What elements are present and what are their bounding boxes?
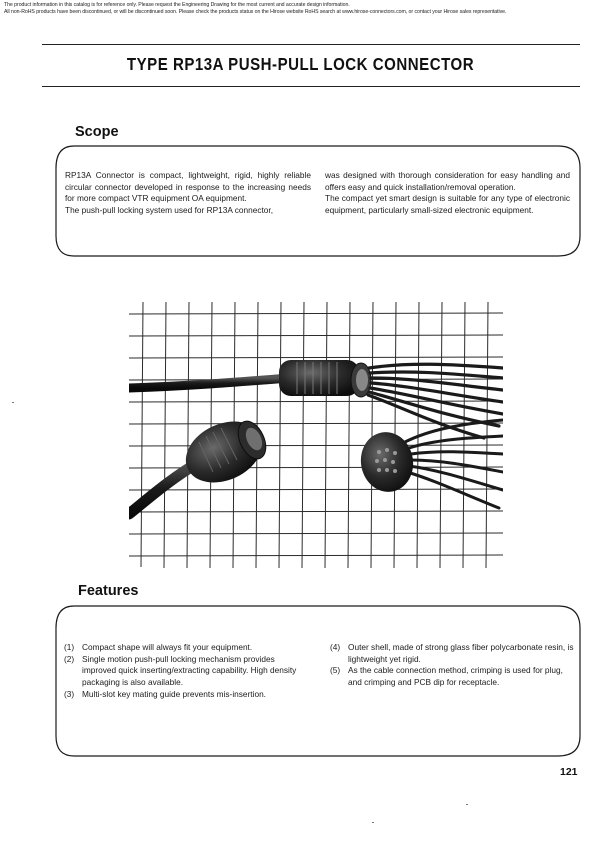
feature-number: (2)	[64, 653, 75, 664]
scope-heading: Scope	[75, 124, 119, 140]
scan-speck	[466, 804, 468, 805]
scope-right-paragraph-1: was designed with thorough consideration for easy handling and offers easy and quick installation/removal operation.	[325, 170, 570, 192]
scope-right-column	[325, 170, 570, 217]
feature-number: (1)	[64, 642, 75, 652]
feature-item	[64, 642, 309, 654]
scope-left-paragraph-1: RP13A Connector is compact, lightweight, rigid, highly reliable circular connector developed in response to the increasing needs for more compact VTR equipment OA equipment.	[65, 170, 311, 204]
scan-speck	[372, 822, 374, 823]
feature-text: As the cable connection method, crimping is used for plug, and crimping and PCB dip for receptacle.	[348, 665, 563, 688]
feature-text: Multi-slot key mating guide prevents mis-insertion.	[82, 688, 266, 699]
feature-item	[64, 689, 309, 701]
feature-text: Outer shell, made of strong glass fiber polycarbonate resin, is lightweight yet rigid.	[348, 642, 574, 664]
feature-number: (4)	[330, 642, 341, 652]
scope-left-column	[65, 170, 311, 217]
feature-text: Single motion push-pull locking mechanism provides improved quick inserting/extracting capability. High density packaging is also available.	[82, 653, 297, 688]
reference-notice	[4, 2, 600, 17]
scope-right-paragraph-2: The compact yet smart design is suitable for any type of electronic equipment, particularly small-sized electronic equipment.	[325, 193, 570, 216]
feature-item	[64, 654, 309, 689]
connector-product-photo	[129, 302, 503, 572]
notice-line-1: The product information in this catalog is for reference only. Please request the Engineering Drawing for the most current and accurate design information.	[4, 2, 350, 8]
scope-box	[52, 140, 584, 260]
title-rule-top	[42, 44, 580, 45]
features-left-column	[64, 642, 309, 701]
feature-item	[330, 642, 574, 665]
feature-text: Compact shape will always fit your equipment.	[82, 642, 253, 652]
features-right-column	[330, 642, 574, 689]
features-heading: Features	[78, 583, 139, 599]
feature-number: (3)	[64, 688, 75, 699]
page-title: TYPE RP13A PUSH-PULL LOCK CONNECTOR	[126, 54, 475, 74]
feature-item	[330, 665, 574, 688]
page-number: 121	[560, 766, 578, 778]
scope-left-paragraph-2: The push-pull locking system used for RP13A connector,	[65, 205, 273, 216]
scan-speck	[12, 402, 14, 403]
notice-line-2: All non-RoHS products have been discontinued, or will be discontinued soon. Please check the products status on the Hirose website RoHS search at www.hirose-connectors.com, or contact your Hirose sales representative.	[4, 9, 507, 16]
title-rule-bottom	[42, 86, 580, 87]
feature-number: (5)	[330, 665, 341, 676]
features-box	[52, 600, 584, 760]
